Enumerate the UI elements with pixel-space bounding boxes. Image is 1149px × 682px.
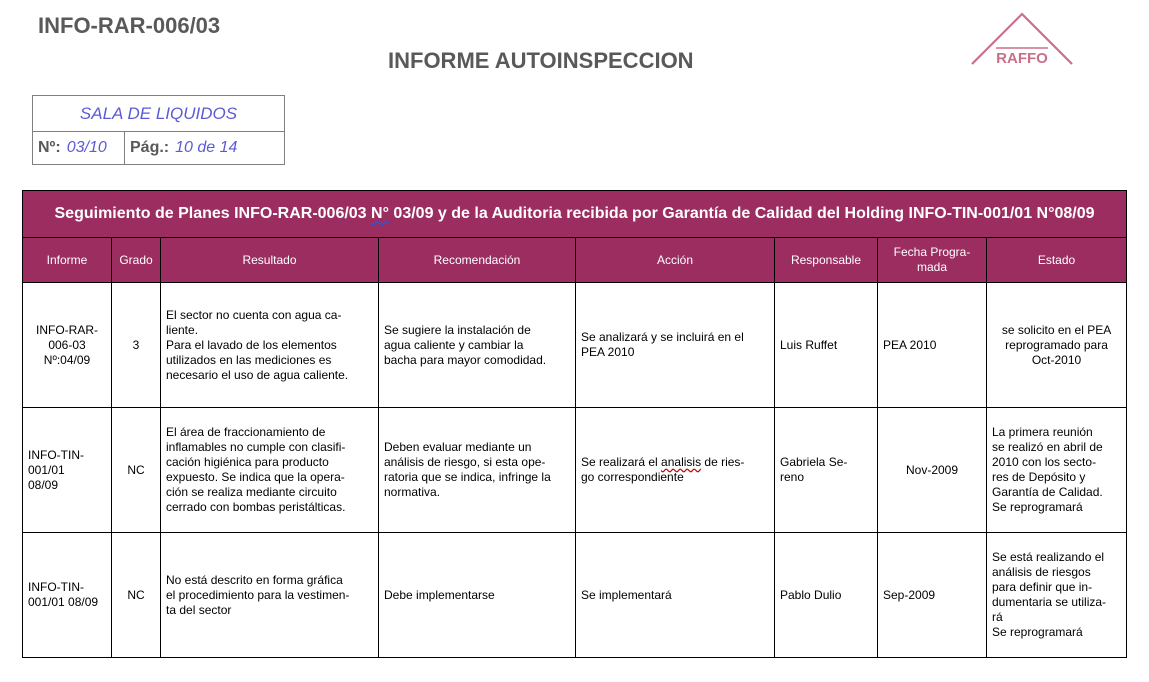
cell-informe: INFO-RAR- 006-03 Nº:04/09 (23, 283, 112, 408)
cell-recomendacion: Se sugiere la instalación de agua caliente y cambiar la bacha para mayor comodidad. (379, 283, 576, 408)
cell-recomendacion: Deben evaluar mediante un análisis de riesgo, si esta ope- ratoria que se indica, infringe la normativa. (379, 408, 576, 533)
column-header-responsable: Responsable (775, 238, 878, 283)
cell-recomendacion: Debe implementarse (379, 533, 576, 658)
cell-grado: NC (112, 533, 161, 658)
report-number-label: Nº: (38, 139, 61, 156)
cell-grado: 3 (112, 283, 161, 408)
page-number-label: Pág.: (130, 139, 170, 156)
cell-fecha: Nov-2009 (878, 408, 987, 533)
page-number (125, 132, 237, 164)
column-header-recomendacion: Recomendación (379, 238, 576, 283)
table-title: Seguimiento de Planes INFO-RAR-006/03 N° 03/09 y de la Auditoria recibida por Garantía de Calidad del Holding INFO-TIN-001/01 N°08/09 (23, 191, 1127, 238)
cell-estado: La primera reunión se realizó en abril de 2010 con los secto- res de Depósito y Garantía de Calidad. Se reprogramará (987, 408, 1127, 533)
column-header-accion: Acción (576, 238, 775, 283)
cell-resultado: El área de fraccionamiento de inflamables no cumple con clasifi- cación higiénica para producto expuesto. Se indica que la opera- ción se realiza mediante circuito cerrado con bombas peristálticas. (161, 408, 379, 533)
cell-fecha: PEA 2010 (878, 283, 987, 408)
cell-fecha: Sep-2009 (878, 533, 987, 658)
cell-estado: se solicito en el PEA reprogramado para Oct-2010 (987, 283, 1127, 408)
logo-text: RAFFO (996, 50, 1048, 67)
page-number-value: 10 de 14 (175, 139, 238, 156)
table-row (23, 533, 1127, 658)
cell-responsable: Luis Ruffet (775, 283, 878, 408)
cell-accion: Se realizará el analisis de ries- go correspondiente (576, 408, 775, 533)
column-header-grado: Grado (112, 238, 161, 283)
location-info-box (32, 95, 285, 165)
cell-grado: NC (112, 408, 161, 533)
cell-accion: Se implementará (576, 533, 775, 658)
cell-estado: Se está realizando el análisis de riesgos para definir que in- dumentaria se utiliza- rá Se reprogramará (987, 533, 1127, 658)
document-title: INFORME AUTOINSPECCION (388, 48, 694, 73)
column-header-informe: Informe (23, 238, 112, 283)
sala-name: SALA DE LIQUIDOS (33, 96, 284, 132)
cell-responsable: Pablo Dulio (775, 533, 878, 658)
cell-accion: Se analizará y se incluirá en el PEA 2010 (576, 283, 775, 408)
cell-resultado: El sector no cuenta con agua ca- liente. Para el lavado de los elementos utilizados en las mediciones es necesario el uso de agua caliente. (161, 283, 379, 408)
table-row (23, 408, 1127, 533)
cell-informe: INFO-TIN- 001/01 08/09 (23, 533, 112, 658)
report-number (33, 132, 125, 164)
cell-responsable: Gabriela Se- reno (775, 408, 878, 533)
raffo-logo (966, 10, 1078, 70)
document-code: INFO-RAR-006/03 (38, 13, 221, 38)
followup-table (22, 190, 1127, 658)
table-row (23, 283, 1127, 408)
cell-informe: INFO-TIN- 001/01 08/09 (23, 408, 112, 533)
cell-resultado: No está descrito en forma gráfica el procedimiento para la vestimen- ta del sector (161, 533, 379, 658)
column-header-resultado: Resultado (161, 238, 379, 283)
column-header-estado: Estado (987, 238, 1127, 283)
report-number-value: 03/10 (66, 139, 107, 156)
column-header-fecha: Fecha Progra- mada (878, 238, 987, 283)
